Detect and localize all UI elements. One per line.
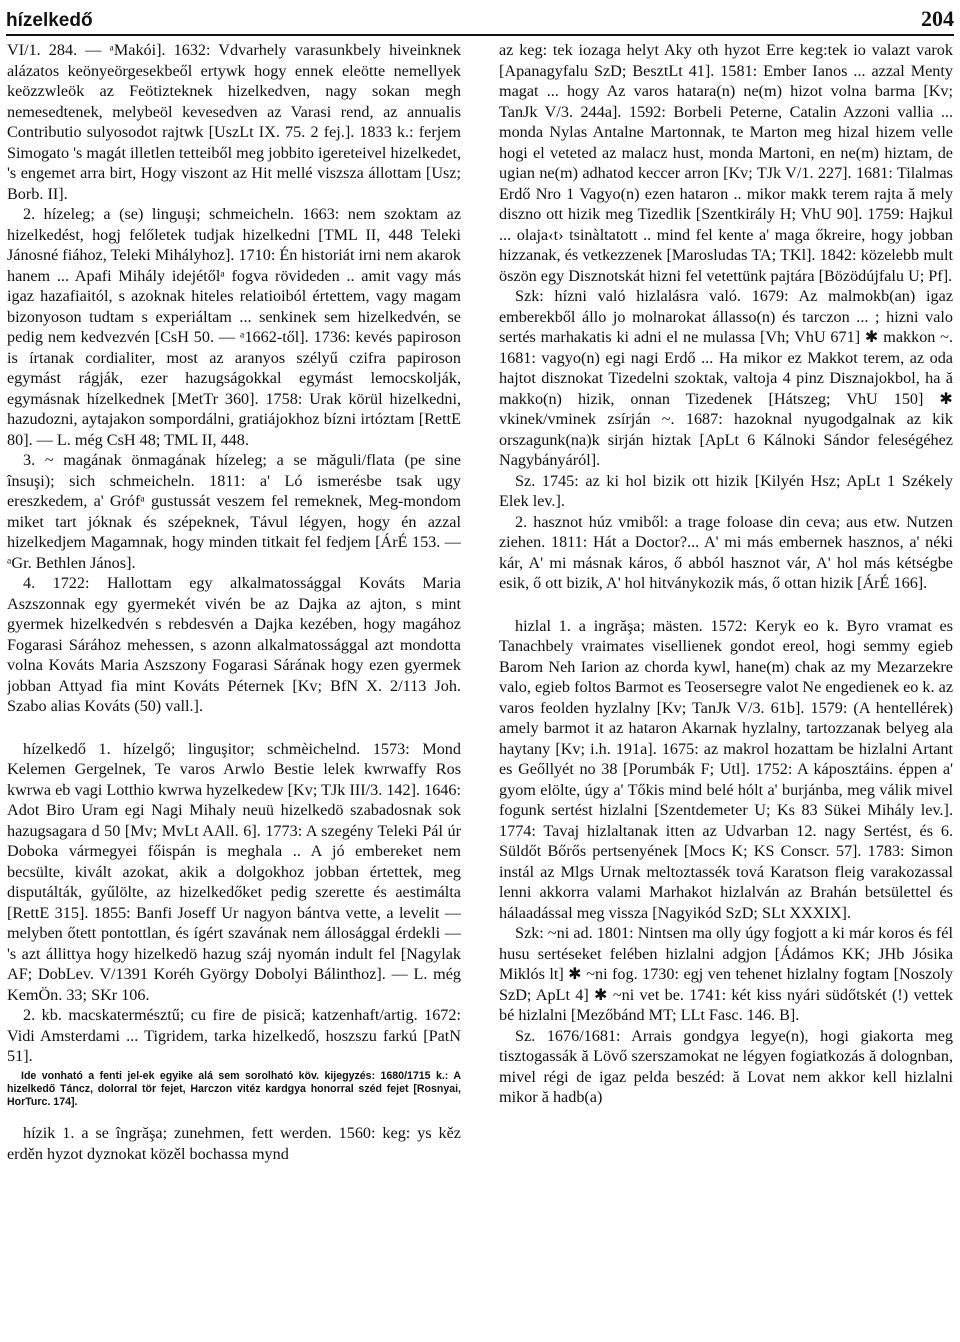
- right-column: [499, 40, 953, 1336]
- entry-sense-2: 2. hízeleg; a (se) linguşi; schmeicheln. 1663: nem szoktam az hizelkedést, hogj felőletek tudjak hizelkedni [TML II, 448 Teleki Jánosné fiához, Teleki Mihályhoz]. 1710: Én historiát irni nem akarok hanem ... Apafi Mihály idejétőlᵃ fogva rövideden .. amit vagy más igaz hazafiaitól, s azoknak hiteles relatioiból értettem, vagy magam bizonyoson tudtam s experiáltam ... senkinek sem hizelkedvén, se pedig nem kedvezvén [CsH 50. — ᵃ1662-től]. 1736: kevés papiroson is írtanak cordialiter, most az aranyos szélyű czifra papiroson egymást rágják, ezer hazugságokkal egymást lemocskolják, egymásnak hízelkednek [MetTr 360]. 1758: Urak körül hizelkedni, hazudozni, aytajakon sompordálni, gratiájokhoz bízni irtóztam [RettE 80]. — L. még CsH 48; TML II, 448.: [7, 205, 461, 449]
- page-header: [6, 2, 954, 32]
- entry-sense-4: 4. 1722: Hallottam egy alkalmatossággal Kováts Maria Aszszonnak egy gyermekét vivén be az Dajka az ajton, s mint gyermek hizelkedvén s rebdesvén a Dajka kezében, hogy magához Fogarasi Sárához mehessen, s azonn alkalmatossággal azt mondotta volna Kováts Maria Aszszony Fogarasi Sárának hogy ezen gyermek jobban Attyad fia mint Kováts Péternek [Kv; BfN X. 2/113 Joh. Szabo alias Kováts (50) vall.].: [7, 574, 461, 715]
- entry-hizik-sz: Sz. 1745: az ki hol bizik ott hizik [Kilyén Hsz; ApLt 1 Székely Elek lev.].: [499, 471, 953, 510]
- left-column: [7, 40, 461, 1336]
- entry-paragraph: VI/1. 284. — ᵃMakói]. 1632: Vdvarhely varasunkbely hiveinknek alázatos keönyeörgesekbeől ertywk hogy ennek eleötte nemellyek keözzwleök az Feötizteknek hizelkedven, nagy sokan megh nemesedtenek, melybeöl kevesedven az Varasi rend, az annualis Contributio sulyosodot rajtwk [UszLt IX. 75. 2 fej.]. 1833 k.: ferjem Simogato 's magát illetlen tetteiből meg jobbito igereteivel hizelkedet, 's engemet arra birt, Hogy viszont az Hit mellé viszsza állottam [Usz; Borb. II].: [7, 41, 461, 203]
- entry-hizelkedo-sense-2: 2. kb. macskatermésztű; cu fire de pisică; katzenhaft/artig. 1672: Vidi Amsterdami ... Tigridem, tarka hizelkedő, hoszszu farkú [PatN 51].: [7, 1006, 461, 1065]
- entry-hizik-szk: Szk: hízni való hizlalásra való. 1679: Az malmokb(an) igaz emberekből állo jo molnarokat állasso(n) és tarczon ... ; hizni valo sertés marhakatis ki adni el ne mulassa [Vh; VhU 671] ✱ makkon ~. 1681: vagyo(n) egi nagi Erdő ... Ha mikor ez Makkot terem, az oda hajtot disznokat Tizedelni szoktak, valtoja 4 pinz Disznajokbol, ha ă makko(n) hizik, onnan Tizedenek [Hátszeg; VhU 150] ✱ vkinek/vminek zsírján ~. 1687: hazoknal nyugodgalnak az kik orszagunk(na)k sirján hiztak [ApLt 6 Kálnoki Sándor feleségéhez Nagybányáról].: [499, 287, 953, 469]
- page-number: 204: [921, 6, 954, 31]
- entry-hizelkedo: hízelkedő 1. hízelgő; linguşitor; schmèichelnd. 1573: Mond Kelemen Gergelnek, Te varos Arwlo Bestie lelek kwrwaffy Ros kwrwa eb vagi Lotthio kwrwa hyzelkedew [Kv; TJk III/3. 142]. 1646: Adot Biro Uram egi Nagi Mihaly neuü hizelkedö szabadosnak sok hazugsagara d 50 [Mv; MvLt AAll. 6]. 1773: A szegény Teleki Pál úr Doboka vármegyei főispán is meghala .. A jó embereket nem becsülte, kivált azokat, akik a dolgokhoz jobban értettek, meg disputálták, gyűlölte, az hizelkedőket pedig szerette és aestimálta [RettE 315]. 1855: Banfi Joseff Ur nagyon bántva vette, a levelit — melyben őtett pontottlan, és ígért szavának nem állosággal érdekli — 's azt állittya hogy hizelkedö hazug száj nyomán indult fel [Nagylak AF; DobLev. V/1391 Koréh György Dobolyi Bálinthoz]. — L. még KemÖn. 33; SKr 106.: [7, 739, 461, 1004]
- entry-hizlal-sz: Sz. 1676/1681: Arrais gondgya legye(n), hogi giakorta meg tisztogassák ă Lövő szerszamokat ne légyen fogiatkozás ă dolognban, mivel régi de igaz peldа beszéd: ă Lovat nem akkor kell hizlalni mikor ă hadb(a): [499, 1026, 953, 1106]
- entry-hizik-sense-2: 2. hasznot húz vmiből: a trage foloase din ceva; aus etw. Nutzen ziehen. 1811: Hát a Doctor?... A' mi más embernek hasznos, a' néki kár, A' mi másnak káros, ő abból hasznot vár, A' hol más kétségbe esik, ő ott bizik, A' hol hitványkozik más, ő ottan hizik [ÁrÉ 166].: [499, 512, 953, 592]
- entry-note: Ide vonható a fenti jel-ek egyike alá sem sorolható köv. kijegyzés: 1680/1715 k.: A hizelkedő Táncz, dolorral tör fejet, Harczon vitéz kardgya honorral széd fejet [Rosnyai, HorTurc. 174].: [7, 1069, 461, 1108]
- entry-hizik-continued: az keg: tek iozaga helyt Aky oth hyzot Erre keg:tek io valazt varok [Apanagyfalu SzD; BesztLt 41]. 1581: Ember Ianos ... azzal Menty magat ... hogy Az varos hatara(n) ne(m) hizot volna barma [Kv; TanJk V/3. 244a]. 1592: Borbeli Peterne, Catalin Azzoni vallia ... monda Nylas Antalne Martonnak, te Marton meg hizal hizem velle hogi el veteted az malacz hust, monda Martoni, en ne(m) hiztam, de ugian ne(m) adhatod keccer arron [Kv; TJk V/1. 227]. 1681: Tilalmas Erdő Nro 1 Vagyo(n) ezen hataron .. mikor makk terem rajta ă mely diszno ott hizik meg Tizedlik [Szentkirály H; VhU 90]. 1759: Hajkul ... olaja‹t› tsinàltatott .. mind fel kente a' maga őkreire, hogy jobban hizzanak, és vetkezzenek [Marosludas TA; TKl]. 1842: közelebb mult öszön egy Disznotskát hizni fel vetettünk pajtára [Bözödújfalu U; Pf].: [499, 41, 953, 285]
- running-head: hízelkedő: [6, 10, 93, 31]
- entry-hizlal-szk: Szk: ~ni ad. 1801: Nintsen ma olly úgy fogjott a ki már koros és fél husu sertéseket felében hizlalni adgjon [Ádámos KK; JHb Jósika Miklós lt] ✱ ~ni fog. 1730: egj ven tehenet hizlalny fogtam [Noszoly SzD; ApLt 4] ✱ ~ni vet be. 1741: két kiss nyári südőtskét (!) vettek bé hizlalni [Mezőbánd MT; LLt Fasc. 146. B].: [499, 924, 953, 1024]
- entry-sense-3: 3. ~ magának önmagának hízeleg; a se măguli/flata (pe sine însuşi); sich schmeicheln. 1811: a' Ló ismerésbe tsak ugy ereszkedem, a' Grófᵃ gustussát veszem fel remeknek, Meg-mondom miket tart jóknak és szépeknek, Távul légyen, hogy én azzal hizelkedjem Magamnak, hogy minden titkait fel fedjem [ÁrÉ 153. — ᵃGr. Bethlen János].: [7, 451, 461, 572]
- entry-hizlal: hizlal 1. a ingrăşa; mästen. 1572: Keryk eo k. Byro vramat es Tanachbely vraimates visellienek gondot ereol, hogi semmy egieb Barom Neh Iarion az chorda kywl, hane(m) chak az my Mezarzekre valo, egieb foltos Barmot es Teosersegre valot Ne engedienek eo k. az varos feolden hyzlalny [Kv; TanJk V/3. 61b]. 1579: (A hentellérek) amely barmot it az hataron Akarnak hyzlalny, tartozzanak belyeg ala haytany [Kv; i.h. 191a]. 1675: az makrol hozattam be hizlalni Artant es Geőllyét no 38 [Porumbák F; Utl]. 1752: A káposztáins. éppen a' gyom elölte, úgy a' Tőkis mind belé hólt a' burjánba, meg válik mivel fogunk sertést hizlalni [Szentdemeter U; Ks 83 Sükei Mihály lev.]. 1774: Tavaj hizlaltanak itten az Udvarban 12. nagy Sertést, és 6. Süldőt Bőrős pertsenyének [Mocs K; KS Conscr. 57]. 1783: Simon instál az Mlgs Urnak meltoztassék tová Karatson fleig varakozassal lenni akkorra valami Marhakot hizlalván az Brahán betsülettel és hálaadással meg vissza [Nagyikód SzD; SLt XXXIX].: [499, 616, 953, 922]
- entry-hizik: hízik 1. a se îngrăşa; zunehmen, fett werden. 1560: keg: ys kěz erděn hyzot dyznokat közěl bochassa mynd: [7, 1124, 461, 1163]
- header-rule: [6, 34, 954, 36]
